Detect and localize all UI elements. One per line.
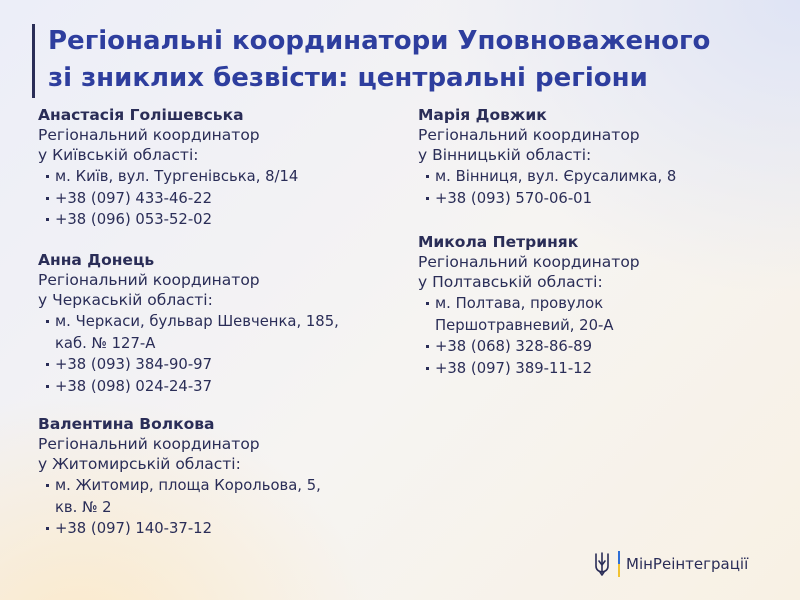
contact-phone: +38 (068) 328-86-89	[418, 336, 640, 358]
coordinator-region: у Київській області:	[38, 146, 199, 164]
coordinator-name: Анна Донець	[38, 251, 155, 269]
coordinator-role: Регіональний координатор	[418, 253, 640, 271]
contact-list	[38, 475, 321, 540]
page-title	[48, 23, 788, 97]
address-line-2: Першотравневий, 20-А	[435, 316, 614, 334]
coordinator-region: у Полтавській області:	[418, 273, 603, 291]
coordinator-card-vinnytsia	[418, 105, 676, 209]
coordinator-region: у Черкаській області:	[38, 291, 213, 309]
coordinator-role: Регіональний координатор	[418, 126, 640, 144]
contact-list	[418, 293, 640, 379]
address-line-1: м. Житомир, площа Корольова, 5,	[55, 477, 321, 494]
coordinator-name: Анастасія Голішевська	[38, 106, 244, 124]
contact-address: м. Київ, вул. Тургенівська, 8/14	[38, 166, 298, 188]
contact-list	[38, 311, 339, 397]
contact-phone: +38 (093) 570-06-01	[418, 188, 676, 210]
contact-phone: +38 (093) 384-90-97	[38, 354, 339, 376]
address-line-2: каб. № 127-А	[55, 334, 156, 352]
coordinator-role: Регіональний координатор	[38, 271, 260, 289]
address-line-2: кв. № 2	[55, 498, 112, 516]
contact-phone: +38 (096) 053-52-02	[38, 209, 298, 231]
title-accent-bar	[32, 24, 35, 98]
coordinator-name: Марія Довжик	[418, 106, 547, 124]
contact-phone: +38 (097) 389-11-12	[418, 358, 640, 380]
trident-icon	[594, 552, 610, 576]
coordinator-card-poltava	[418, 232, 640, 379]
address-line-1: м. Полтава, провулок	[435, 295, 604, 312]
contact-address: м. Вінниця, вул. Єрусалимка, 8	[418, 166, 676, 188]
address-line-1: м. Черкаси, бульвар Шевченка, 185,	[55, 313, 339, 330]
contact-list	[418, 166, 676, 209]
contact-address	[38, 475, 321, 518]
coordinator-name: Валентина Волкова	[38, 415, 215, 433]
ministry-logo	[594, 550, 748, 578]
contact-phone: +38 (097) 433-46-22	[38, 188, 298, 210]
coordinator-role: Регіональний координатор	[38, 126, 260, 144]
contact-list	[38, 166, 298, 231]
coordinator-name: Микола Петриняк	[418, 233, 579, 251]
coordinator-card-zhytomyr	[38, 414, 321, 540]
coordinator-region: у Житомирській області:	[38, 455, 241, 473]
coordinator-role: Регіональний координатор	[38, 435, 260, 453]
logo-text: МінРеінтеграції	[626, 555, 749, 573]
page-title-line-2: зі зниклих безвісти: центральні регіони	[48, 63, 648, 93]
coordinator-card-kyiv	[38, 105, 298, 231]
contact-address	[418, 293, 640, 336]
coordinator-region: у Вінницькій області:	[418, 146, 592, 164]
page-title-line-1: Регіональні координатори Уповноваженого	[48, 26, 711, 56]
contact-phone: +38 (097) 140-37-12	[38, 518, 321, 540]
contact-phone: +38 (098) 024-24-37	[38, 376, 339, 398]
logo-divider	[618, 551, 620, 577]
contact-address	[38, 311, 339, 354]
coordinator-card-cherkasy	[38, 250, 339, 397]
